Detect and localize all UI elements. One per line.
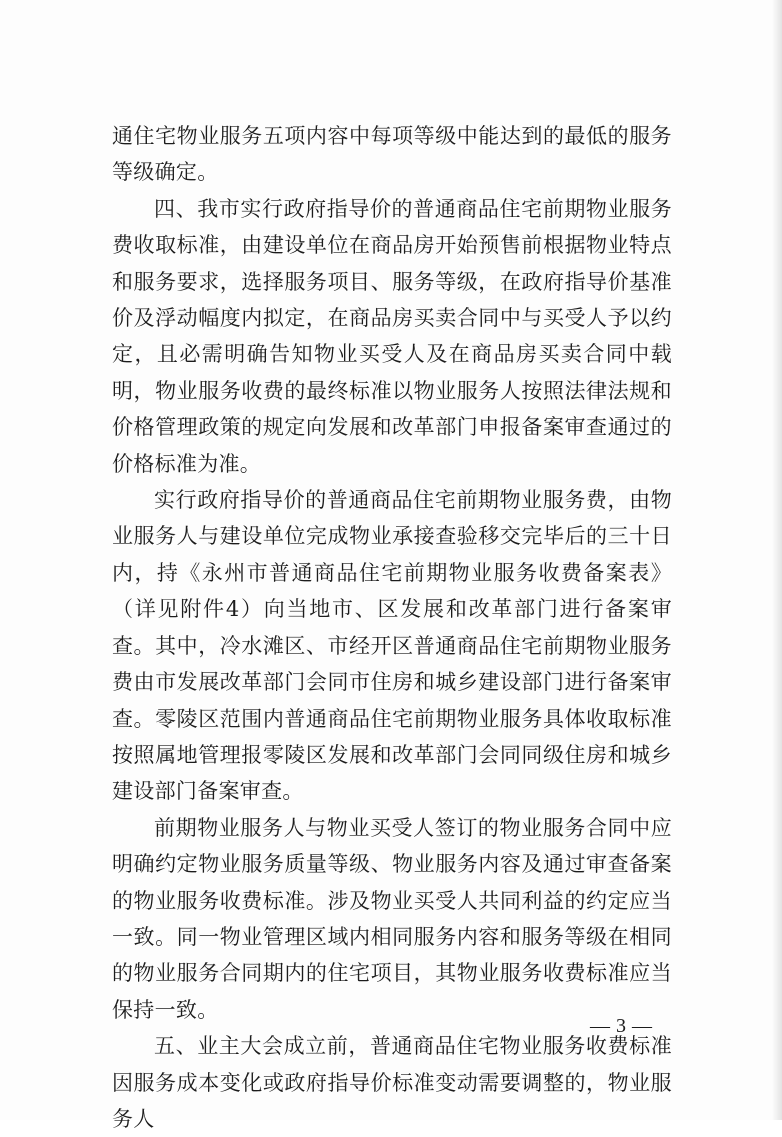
paragraph-continuation: 通住宅物业服务五项内容中每项等级中能达到的最低的服务等级确定。 [112, 124, 672, 185]
document-body [112, 118, 672, 1137]
page-number: — 3 — [590, 1015, 653, 1037]
paragraph-filing-review: 实行政府指导价的普通商品住宅前期物业服务费，由物业服务人与建设单位完成物业承接查验移交完毕后的三十日内，持《永州市普通商品住宅前期物业服务收费备案表》（详见附件4）向当地市、区发展和改革部门进行备案审查。其中，冷水滩区、市经开区普通商品住宅前期物业服务费由市发展改革部门会同市住房和城乡建设部门进行备案审查。零陵区范围内普通商品住宅前期物业服务具体收取标准按照属地管理报零陵区发展和改革部门会同同级住房和城乡建设部门备案审查。 [112, 488, 672, 804]
paragraph-section-5: 五、业主大会成立前，普通商品住宅物业服务收费标准因服务成本变化或政府指导价标准变动需要调整的，物业服务人 [112, 1034, 672, 1131]
page-edge-shadow [772, 0, 782, 1120]
paragraph-service-contract: 前期物业服务人与物业买受人签订的物业服务合同中应明确约定物业服务质量等级、物业服务内容及通过审查备案的物业服务收费标准。涉及物业买受人共同利益的约定应当一致。同一物业管理区域内相同服务内容和服务等级在相同的物业服务合同期内的住宅项目，其物业服务收费标准应当保持一致。 [112, 815, 672, 1022]
paragraph-section-4: 四、我市实行政府指导价的普通商品住宅前期物业服务费收取标准，由建设单位在商品房开始预售前根据物业特点和服务要求，选择服务项目、服务等级，在政府指导价基准价及浮动幅度内拟定，在商品房买卖合同中与买受人予以约定，且必需明确告知物业买受人及在商品房买卖合同中载明，物业服务收费的最终标准以物业服务人按照法律法规和价格管理政策的规定向发展和改革部门申报备案审查通过的价格标准为准。 [112, 196, 672, 476]
